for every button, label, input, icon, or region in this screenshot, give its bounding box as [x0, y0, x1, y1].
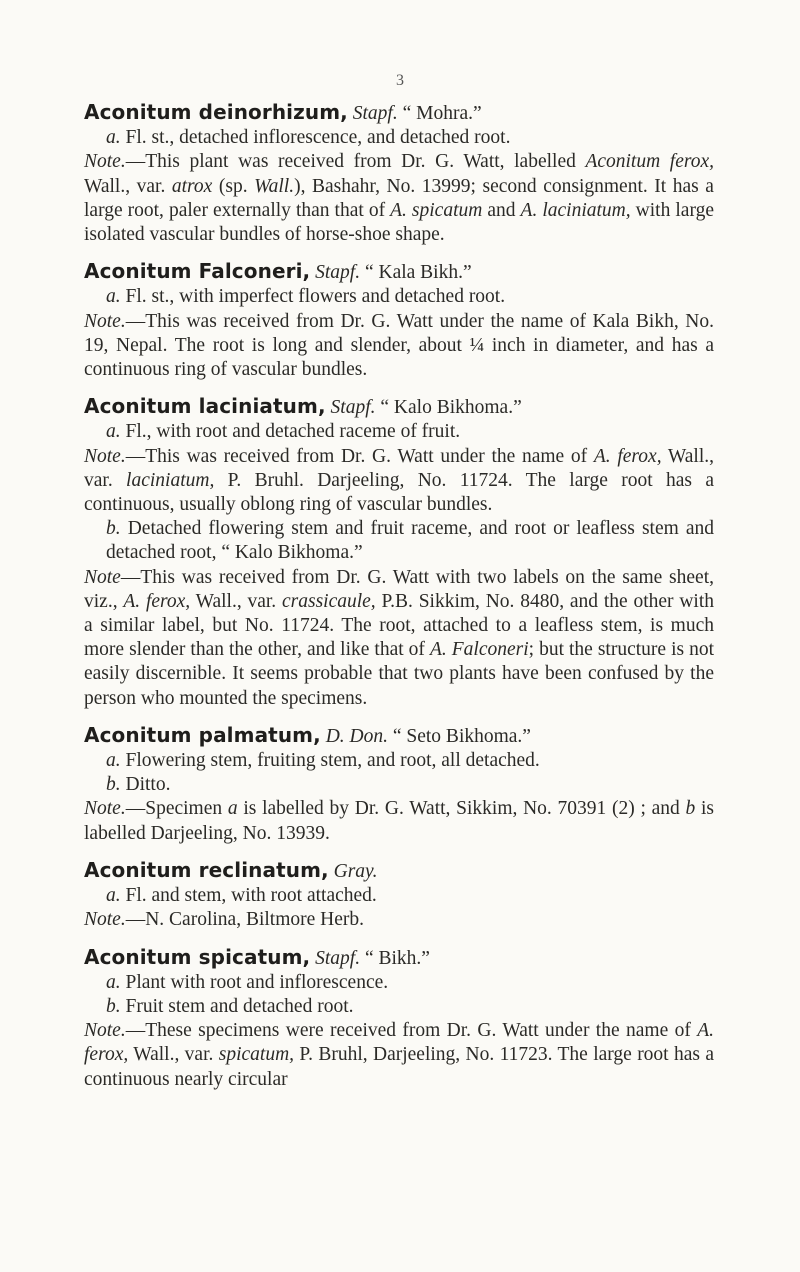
note-text: and	[482, 199, 521, 221]
note-text: —This was received from Dr. G. Watt under the name of Kala Bikh, No. 19, Nepal. The root is long and slender, about ¼ inch in diameter, and has a continuous ring of vascular bundles.	[84, 310, 714, 381]
note-label: Note.	[84, 909, 126, 931]
specimen-item	[84, 995, 714, 1019]
item-letter: a.	[106, 750, 121, 772]
item-text: Fl. st., with imperfect flowers and detached root.	[125, 286, 506, 308]
page-number: 3	[396, 72, 404, 89]
common-name: “ Kalo Bikhoma.”	[380, 397, 522, 419]
note-label: Note	[84, 566, 121, 588]
common-name: “ Bikh.”	[364, 947, 430, 969]
note-italic: A. laciniatum,	[520, 199, 631, 221]
entry-aconitum-palmatum	[84, 723, 714, 846]
note-italic: A. Falconeri	[429, 639, 529, 661]
note-text: Wall., var.	[190, 590, 282, 612]
entry-heading	[84, 259, 714, 285]
specimen-item	[84, 126, 714, 150]
specimen-item	[84, 971, 714, 995]
authority: Gray.	[333, 860, 378, 882]
page-content	[84, 100, 714, 1092]
note-text: is labelled Darjeeling, No. 13939.	[84, 798, 715, 844]
entry-heading	[84, 394, 714, 420]
note-label: Note.	[84, 151, 126, 173]
note-italic: laciniatum,	[126, 469, 215, 491]
common-name: “ Mohra.”	[402, 103, 482, 124]
entry-aconitum-deinorhizum	[84, 100, 714, 247]
specimen-item	[84, 517, 714, 565]
note-italic: A. spicatum	[390, 199, 483, 221]
authority: Stapf.	[352, 103, 398, 124]
note-italic: crassicaule,	[281, 590, 376, 612]
specimen-item	[84, 420, 714, 444]
item-text: Fruit stem and detached root.	[125, 995, 354, 1017]
note-text: (sp.	[212, 175, 255, 197]
note-text: P. Bruhl. Darjeeling, No. 11724. The large root has a continuous, usually oblong ring of vascular bundles.	[84, 469, 714, 516]
common-name: “ Kala Bikh.”	[364, 262, 472, 284]
specimen-item	[84, 884, 714, 908]
authority: Stapf.	[330, 397, 376, 419]
specimen-item	[84, 773, 714, 797]
note-italic: b	[685, 798, 696, 820]
note-text: Wall., var.	[128, 1044, 219, 1066]
note-label: Note.	[84, 798, 126, 820]
note-text: ), Bashahr, No. 13999; second consignment. It has a large root, paler externally than that of	[84, 175, 714, 221]
note-text: —These specimens were received from Dr. G. Watt under the name of	[125, 1020, 698, 1042]
note-text: —This was received from Dr. G. Watt under the name of	[125, 445, 594, 467]
note-text: —This plant was received from Dr. G. Watt, labelled	[125, 151, 586, 173]
entry-heading	[84, 858, 714, 884]
species-name: Aconitum reclinatum,	[84, 857, 329, 882]
item-letter: a.	[106, 127, 121, 149]
note-italic: Aconitum ferox,	[585, 151, 715, 173]
item-text: Flowering stem, fruiting stem, and root, all detached.	[125, 750, 540, 772]
note-italic: A. ferox,	[593, 445, 662, 467]
note-paragraph	[84, 150, 714, 247]
specimen-item	[84, 285, 714, 309]
note-label: Note.	[84, 1020, 126, 1042]
note-paragraph	[84, 566, 714, 711]
entry-heading	[84, 723, 714, 749]
item-text: Fl. and stem, with root attached.	[125, 885, 377, 907]
species-name: Aconitum palmatum,	[84, 722, 321, 747]
species-name: Aconitum deinorhizum,	[84, 100, 348, 124]
note-text: —N. Carolina, Biltmore Herb.	[125, 909, 365, 931]
note-paragraph	[84, 310, 714, 383]
note-paragraph	[84, 908, 714, 932]
entry-heading	[84, 100, 714, 126]
item-text: Detached flowering stem and fruit raceme, and root or leafless stem and detached root, “ Kalo Bikhoma.”	[106, 518, 715, 564]
note-text: P. Bruhl, Darjeeling, No. 11723. The large root has a continuous nearly circular	[84, 1044, 714, 1090]
note-italic: atrox	[171, 175, 213, 197]
note-text: Wall., var.	[84, 445, 715, 491]
species-name: Aconitum spicatum,	[84, 944, 311, 969]
entry-aconitum-spicatum	[84, 945, 714, 1092]
item-letter: b.	[106, 995, 121, 1017]
item-letter: a.	[106, 421, 121, 443]
item-letter: a.	[106, 286, 121, 308]
common-name: “ Seto Bikhoma.”	[392, 725, 531, 747]
note-paragraph	[84, 797, 714, 845]
entry-aconitum-reclinatum	[84, 858, 714, 933]
note-italic: spicatum,	[218, 1044, 295, 1066]
note-italic: A. ferox,	[123, 590, 191, 612]
note-text: Wall., var.	[84, 175, 172, 197]
authority: Stapf.	[315, 947, 361, 969]
item-letter: b.	[106, 774, 121, 796]
note-paragraph	[84, 1019, 714, 1092]
item-text: Fl. st., detached inflorescence, and detached root.	[125, 127, 511, 149]
entry-heading	[84, 945, 714, 971]
item-text: Ditto.	[125, 774, 171, 796]
item-letter: a.	[106, 971, 121, 993]
note-label: Note.	[84, 310, 126, 332]
entry-aconitum-falconeri	[84, 259, 714, 382]
species-name: Aconitum laciniatum,	[84, 394, 326, 419]
note-text: —This was received from Dr. G. Watt with two labels on the same sheet, viz.,	[84, 566, 714, 612]
item-letter: b.	[106, 518, 121, 540]
note-label: Note.	[84, 445, 126, 467]
note-text: with large isolated vascular bundles of horse-shoe shape.	[84, 199, 714, 246]
item-letter: a.	[106, 885, 121, 907]
specimen-item	[84, 749, 714, 773]
note-paragraph	[84, 445, 714, 518]
authority: Stapf.	[315, 262, 361, 284]
note-italic: a	[227, 798, 238, 820]
note-text: P.B. Sikkim, No. 8480, and the other with a similar label, but No. 11724. The root, attached to a leafless stem, is much more slender than the other, and like that of	[84, 590, 714, 661]
species-name: Aconitum Falconeri,	[84, 259, 311, 284]
authority: D. Don.	[325, 725, 388, 747]
note-italic: A. ferox,	[84, 1020, 714, 1066]
note-text: is labelled by Dr. G. Watt, Sikkim, No. 70391 (2) ; and	[237, 798, 686, 820]
note-text: ; but the structure is not easily discernible. It seems probable that two plants have been confused by the person who mounted the specimens.	[84, 639, 715, 709]
note-text: —Specimen	[125, 798, 228, 820]
entry-aconitum-laciniatum	[84, 394, 714, 711]
note-italic: Wall.	[254, 175, 295, 197]
item-text: Fl., with root and detached raceme of fruit.	[125, 421, 461, 443]
item-text: Plant with root and inflorescence.	[125, 971, 389, 993]
